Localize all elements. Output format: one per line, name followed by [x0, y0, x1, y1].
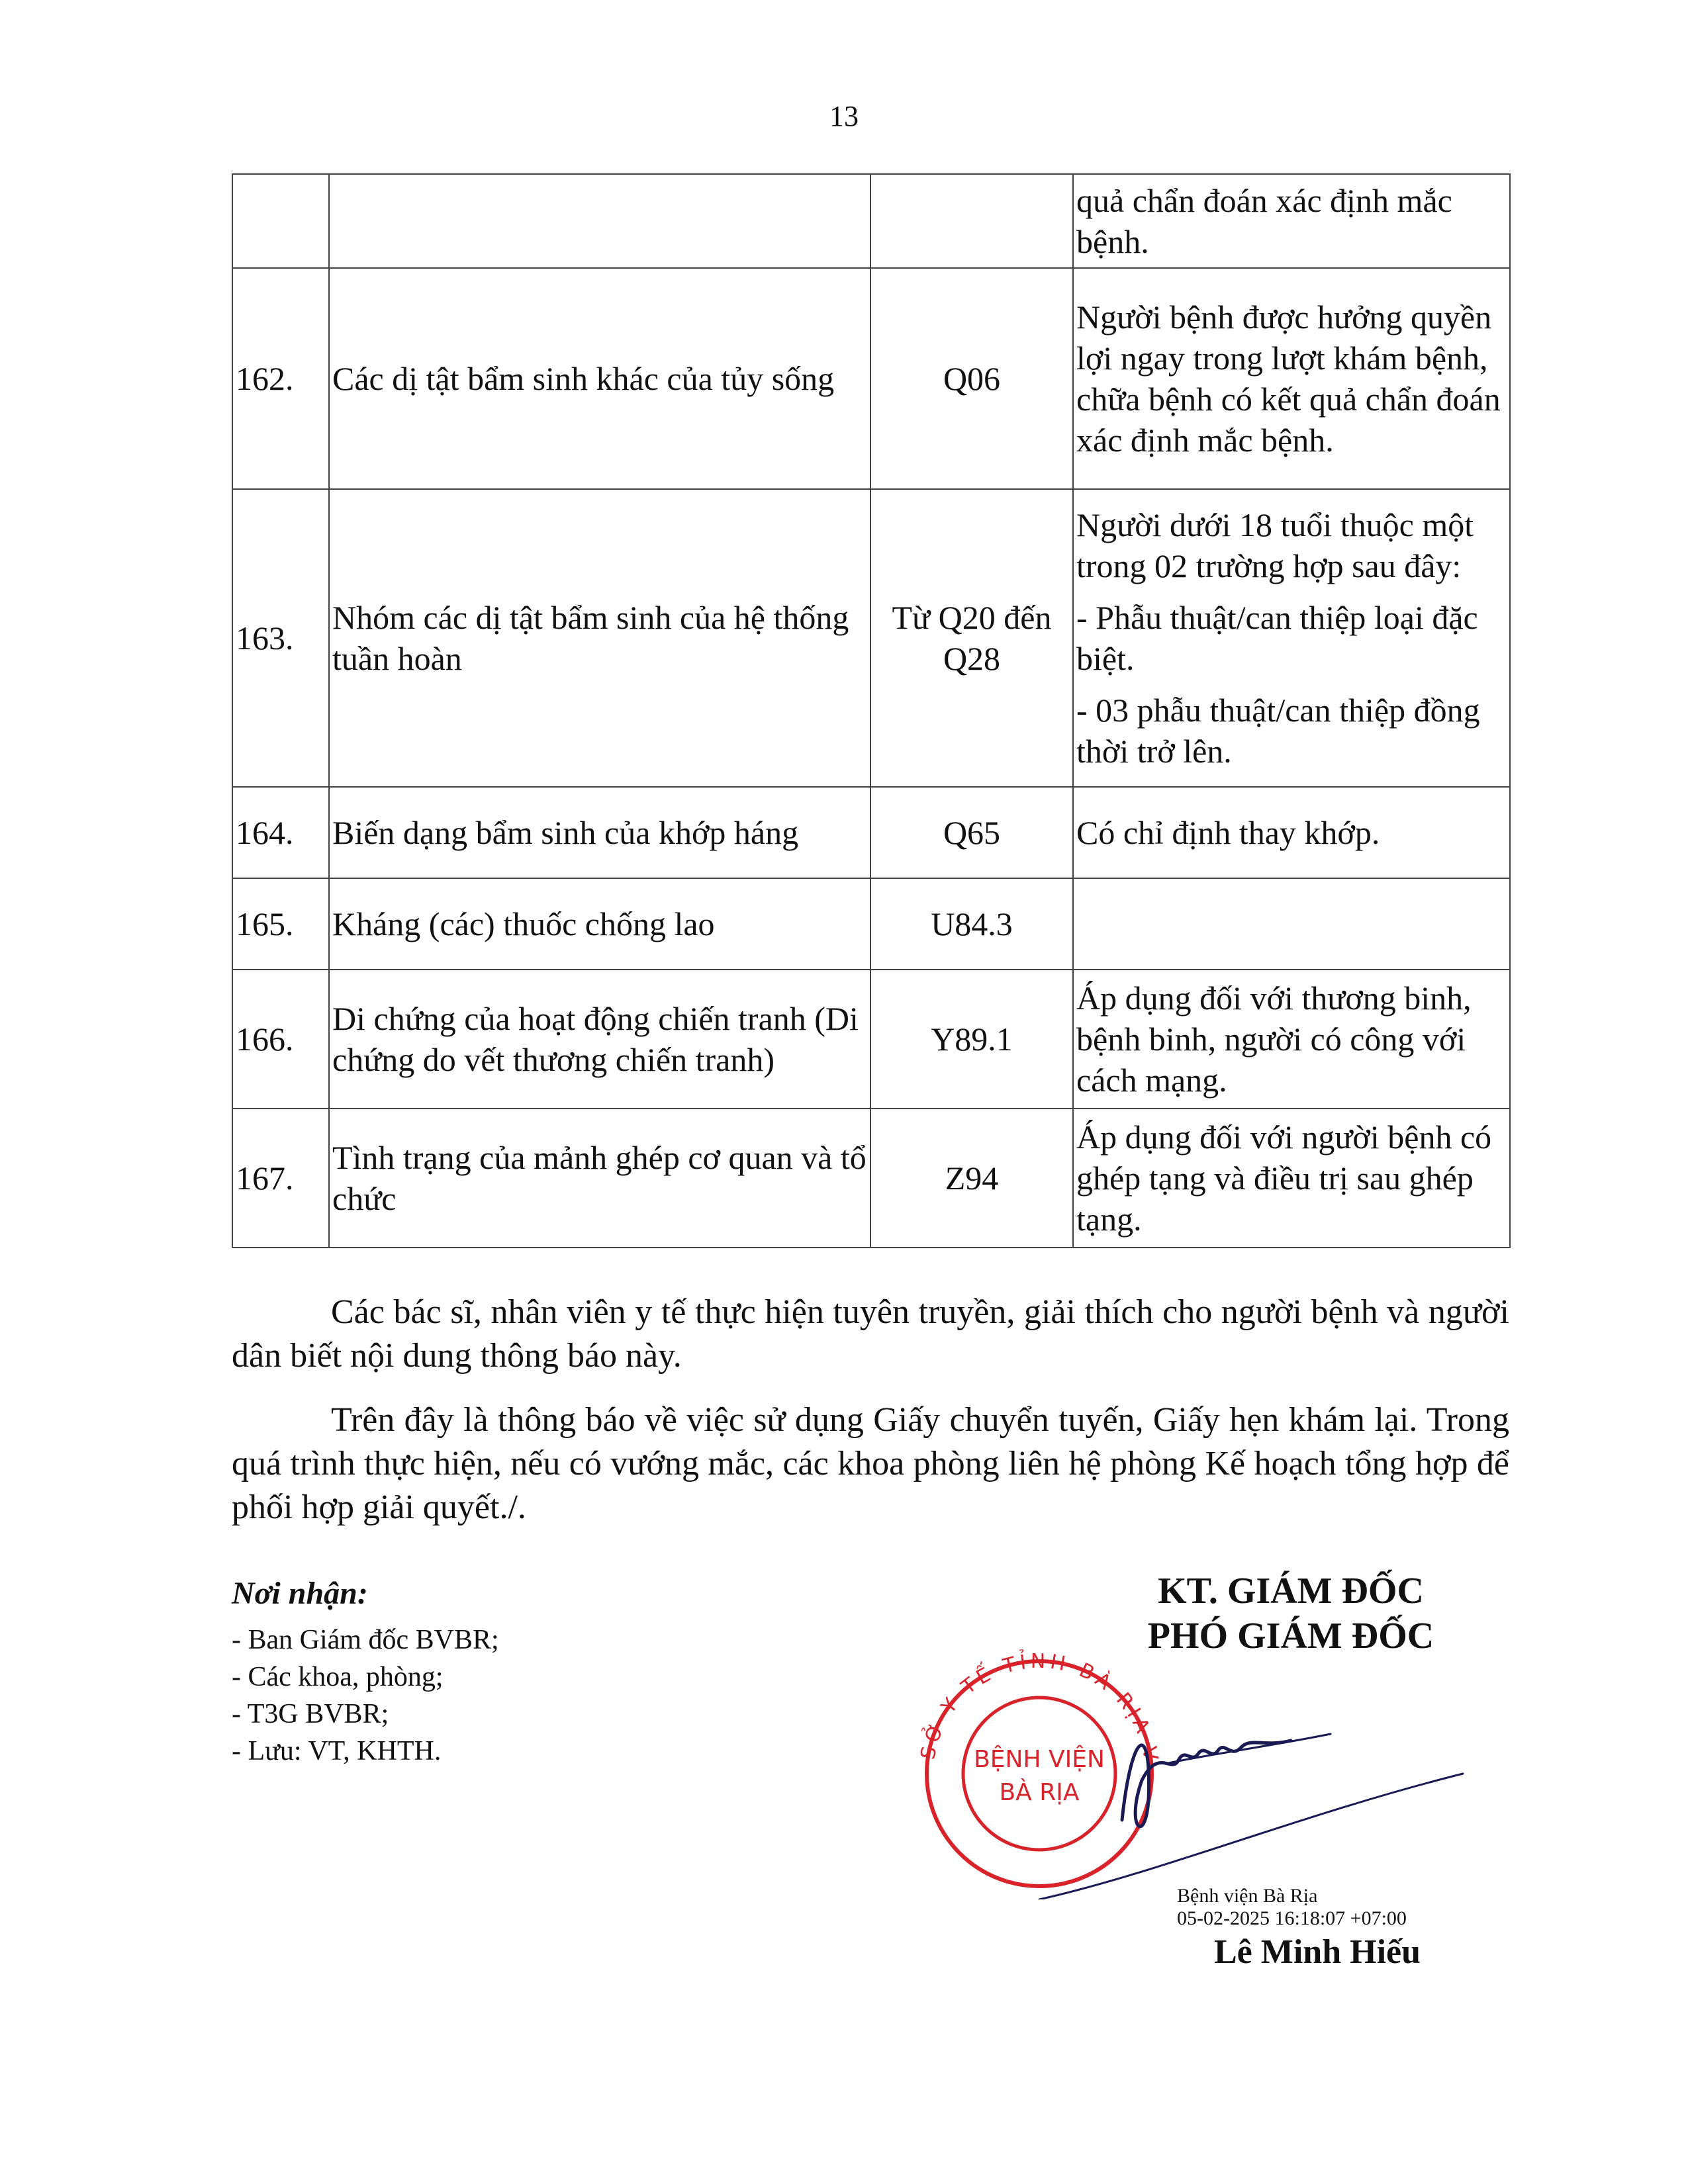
stamp-image: [880, 1648, 1476, 1899]
table-row: [232, 174, 1510, 268]
row-condition: [1073, 174, 1510, 268]
condition-text: Người dưới 18 tuổi thuộc một trong 02 trường hợp sau đây:: [1076, 506, 1474, 584]
row-name: Di chứng của hoạt động chiến tranh (Di chứng do vết thương chiến tranh): [329, 970, 870, 1109]
row-number: 166.: [232, 970, 329, 1109]
svg-text:BÀ RỊA: BÀ RỊA: [999, 1779, 1080, 1806]
row-name: Các dị tật bẩm sinh khác của tủy sống: [329, 268, 870, 489]
row-number: 163.: [232, 489, 329, 787]
row-code: Q06: [870, 268, 1073, 489]
svg-text:BỆNH VIỆN: BỆNH VIỆN: [974, 1746, 1105, 1773]
signature-title-block: [993, 1569, 1589, 1659]
row-code: [870, 174, 1073, 268]
recipient-item: - Các khoa, phòng;: [232, 1662, 444, 1692]
row-condition: [1073, 268, 1510, 489]
row-code: Y89.1: [870, 970, 1073, 1109]
row-number: 164.: [232, 787, 329, 878]
row-number: 167.: [232, 1109, 329, 1248]
table-row: [232, 878, 1510, 970]
condition-text: Áp dụng đối với thương binh, bệnh binh, người có công với cách mạng.: [1076, 979, 1472, 1099]
table-row: [232, 787, 1510, 878]
recipients-block: [232, 1575, 827, 1770]
recipient-item: - T3G BVBR;: [232, 1699, 389, 1729]
row-code: U84.3: [870, 878, 1073, 970]
digital-signature-info: [1177, 1885, 1407, 1930]
row-name: [329, 174, 870, 268]
body-paragraph-1: Các bác sĩ, nhân viên y tế thực hiện tuyên truyền, giải thích cho người bệnh và người dân biết nội dung thông báo này.: [232, 1293, 1509, 1375]
row-condition: [1073, 970, 1510, 1109]
row-name: Tình trạng của mảnh ghép cơ quan và tổ chức: [329, 1109, 870, 1248]
stamp-and-signature: [880, 1648, 1476, 1899]
row-condition: [1073, 878, 1510, 970]
condition-text: Người bệnh được hưởng quyền lợi ngay trong lượt khám bệnh, chữa bệnh có kết quả chẩn đoán xác định mắc bệnh.: [1076, 298, 1501, 459]
condition-text: - 03 phẫu thuật/can thiệp đồng thời trở lên.: [1076, 692, 1480, 770]
condition-text: Có chỉ định thay khớp.: [1076, 814, 1380, 851]
recipient-item: - Lưu: VT, KHTH.: [232, 1736, 442, 1766]
row-name: Biến dạng bẩm sinh của khớp háng: [329, 787, 870, 878]
row-name: Nhóm các dị tật bẩm sinh của hệ thống tuần hoàn: [329, 489, 870, 787]
row-number: 162.: [232, 268, 329, 489]
signature-line-1: KT. GIÁM ĐỐC: [1158, 1570, 1424, 1612]
row-condition: [1073, 489, 1510, 787]
condition-text: Áp dụng đối với người bệnh có ghép tạng và điều trị sau ghép tạng.: [1076, 1118, 1492, 1238]
row-number: [232, 174, 329, 268]
row-code: Q65: [870, 787, 1073, 878]
table-row: [232, 970, 1510, 1109]
signer-name: Lê Minh Hiếu: [1213, 1933, 1421, 1971]
row-code: Z94: [870, 1109, 1073, 1248]
page-number: 13: [829, 100, 859, 132]
table-row: [232, 1109, 1510, 1248]
row-code: Từ Q20 đến Q28: [870, 489, 1073, 787]
signature-line-2: PHÓ GIÁM ĐỐC: [1147, 1615, 1434, 1657]
table-row: [232, 489, 1510, 787]
body-paragraph-2: Trên đây là thông báo về việc sử dụng Giấy chuyển tuyến, Giấy hẹn khám lại. Trong quá trình thực hiện, nếu có vướng mắc, các khoa phòng liên hệ phòng Kế hoạch tổng hợp để phối hợp giải quyết./.: [232, 1401, 1509, 1526]
row-condition: [1073, 787, 1510, 878]
condition-text: - Phẫu thuật/can thiệp loại đặc biệt.: [1076, 599, 1478, 677]
recipients-title: Nơi nhận:: [232, 1576, 368, 1611]
row-name: Kháng (các) thuốc chống lao: [329, 878, 870, 970]
signed-time: 05-02-2025 16:18:07 +07:00: [1177, 1907, 1407, 1929]
official-seal: [880, 1648, 1163, 1886]
row-number: 165.: [232, 878, 329, 970]
disease-table: [232, 173, 1511, 1248]
row-condition: [1073, 1109, 1510, 1248]
svg-text:SỞ Y TẾ TỈNH BÀ RỊA VŨNG TÀU: SỞ Y TẾ TỈNH BÀ RỊA V: [916, 1649, 1163, 1766]
table-row: [232, 268, 1510, 489]
condition-text: quả chẩn đoán xác định mắc bệnh.: [1076, 182, 1452, 260]
signed-by-org: Bệnh viện Bà Rịa: [1177, 1885, 1318, 1907]
recipient-item: - Ban Giám đốc BVBR;: [232, 1625, 499, 1655]
